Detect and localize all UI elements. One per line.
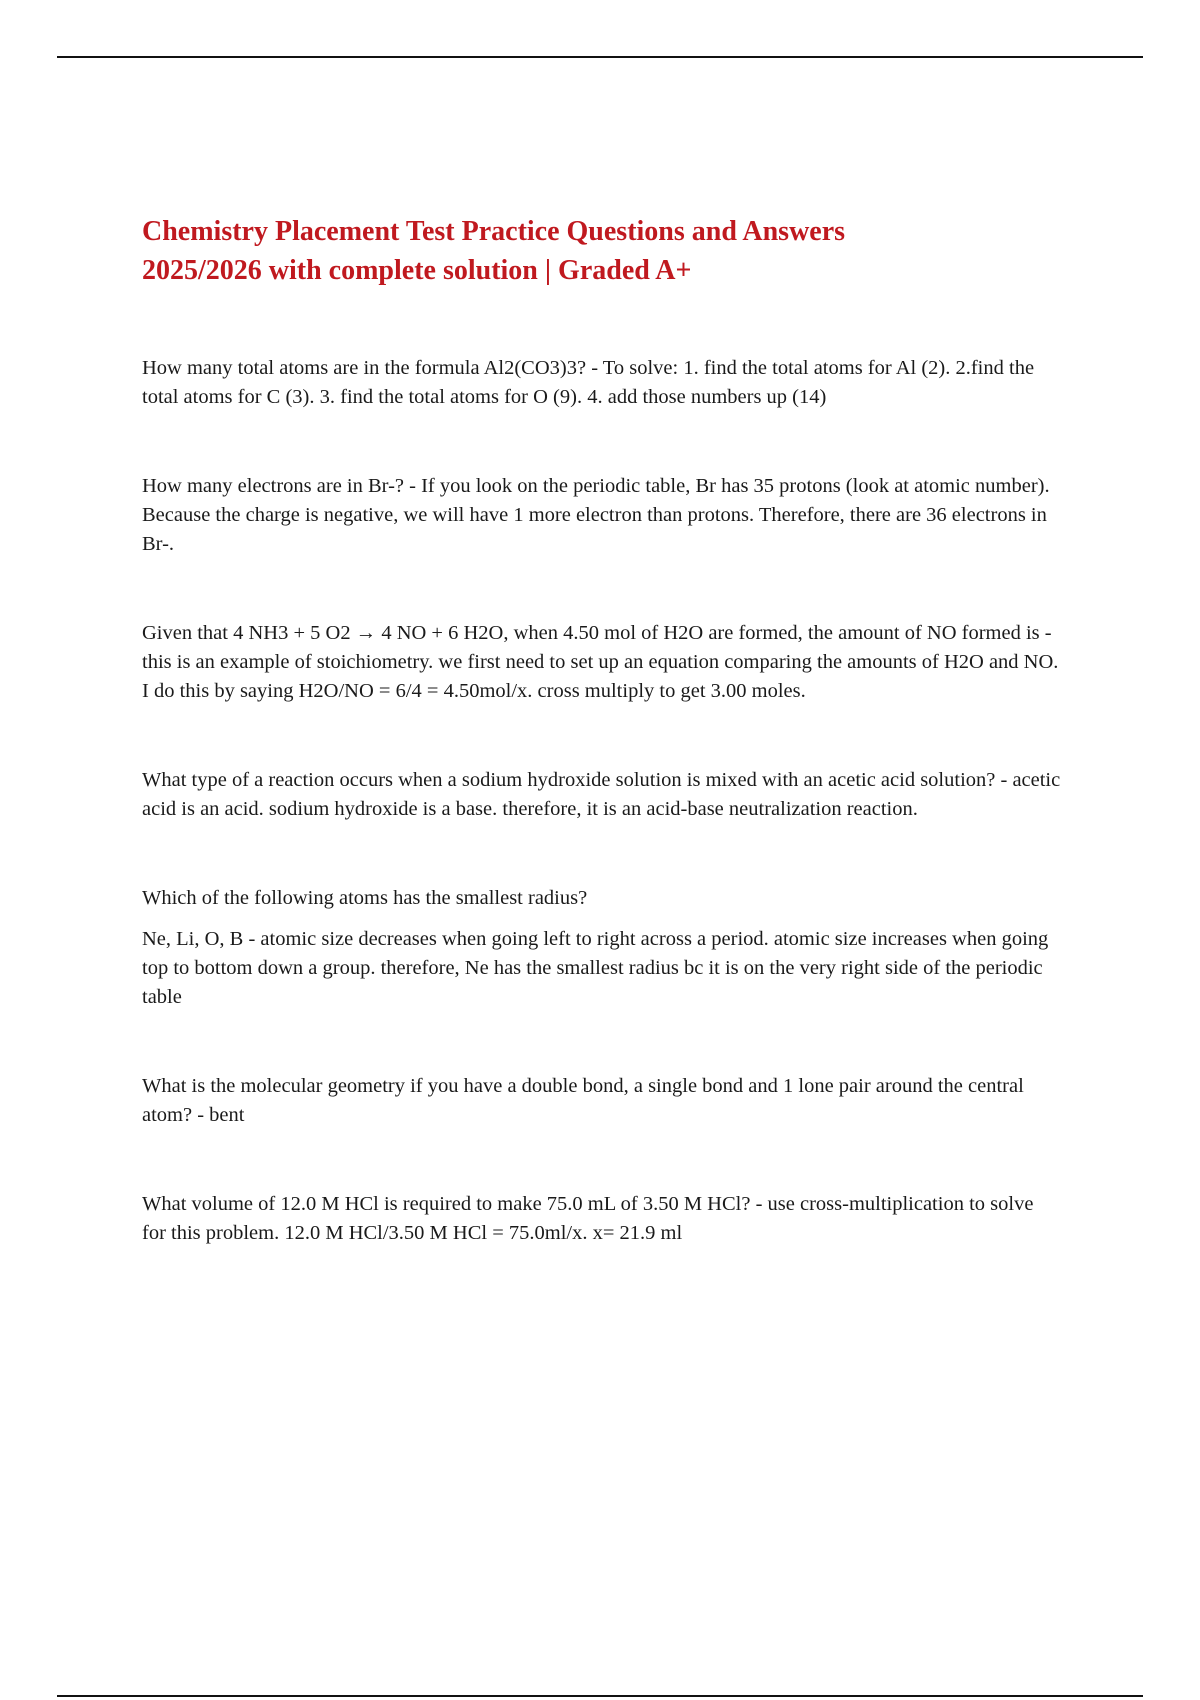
title-line-1: Chemistry Placement Test Practice Questions and Answers [142,216,846,247]
qa-text: What is the molecular geometry if you have a double bond, a single bond and 1 lone pair around the central atom? - bent [142,1075,1024,1126]
qa-item [142,619,1062,706]
qa-item [142,354,1062,412]
qa-item [142,1072,1062,1130]
qa-text: How many electrons are in Br-? - If you look on the periodic table, Br has 35 protons (look at atomic number). Because the charge is negative, we will have 1 more electron than protons. Therefore, there are 36 electrons in Br-. [142,475,1050,555]
qa-text: What type of a reaction occurs when a sodium hydroxide solution is mixed with an acetic acid solution? - acetic acid is an acid. sodium hydroxide is a base. therefore, it is an acid-base neutralization reaction. [142,769,1061,820]
qa-text: How many total atoms are in the formula Al2(CO3)3? - To solve: 1. find the total atoms for Al (2). 2.find the total atoms for C (3). 3. find the total atoms for O (9). 4. add those numbers up (14) [142,357,1035,408]
qa-text: What volume of 12.0 M HCl is required to make 75.0 mL of 3.50 M HCl? - use cross-multiplication to solve for this problem. 12.0 M HCl/3.50 M HCl = 75.0ml/x. x= 21.9 ml [142,1193,1034,1244]
qa-text: Given that 4 NH3 + 5 O2 → 4 NO + 6 H2O, when 4.50 mol of H2O are formed, the amount of NO formed is - this is an example of stoichiometry. we first need to set up an equation comparing the amounts of H2O and NO. I do this by saying H2O/NO = 6/4 = 4.50mol/x. cross multiply to get 3.00 moles. [142,622,1059,702]
qa-item [142,884,1062,1012]
document-page [142,212,1062,1308]
title-line-2: 2025/2026 with complete solution | Graded A+ [142,255,692,286]
qa-item [142,472,1062,559]
document-title [142,212,1062,290]
bottom-rule [57,1695,1143,1697]
qa-list [142,354,1062,1248]
top-rule [57,56,1143,58]
qa-item [142,766,1062,824]
qa-item [142,1190,1062,1248]
qa-question: Which of the following atoms has the smallest radius? [142,887,588,909]
qa-text: Ne, Li, O, B - atomic size decreases when going left to right across a period. atomic size increases when going top to bottom down a group. therefore, Ne has the smallest radius bc it is on the very right side of the periodic table [142,928,1049,1008]
